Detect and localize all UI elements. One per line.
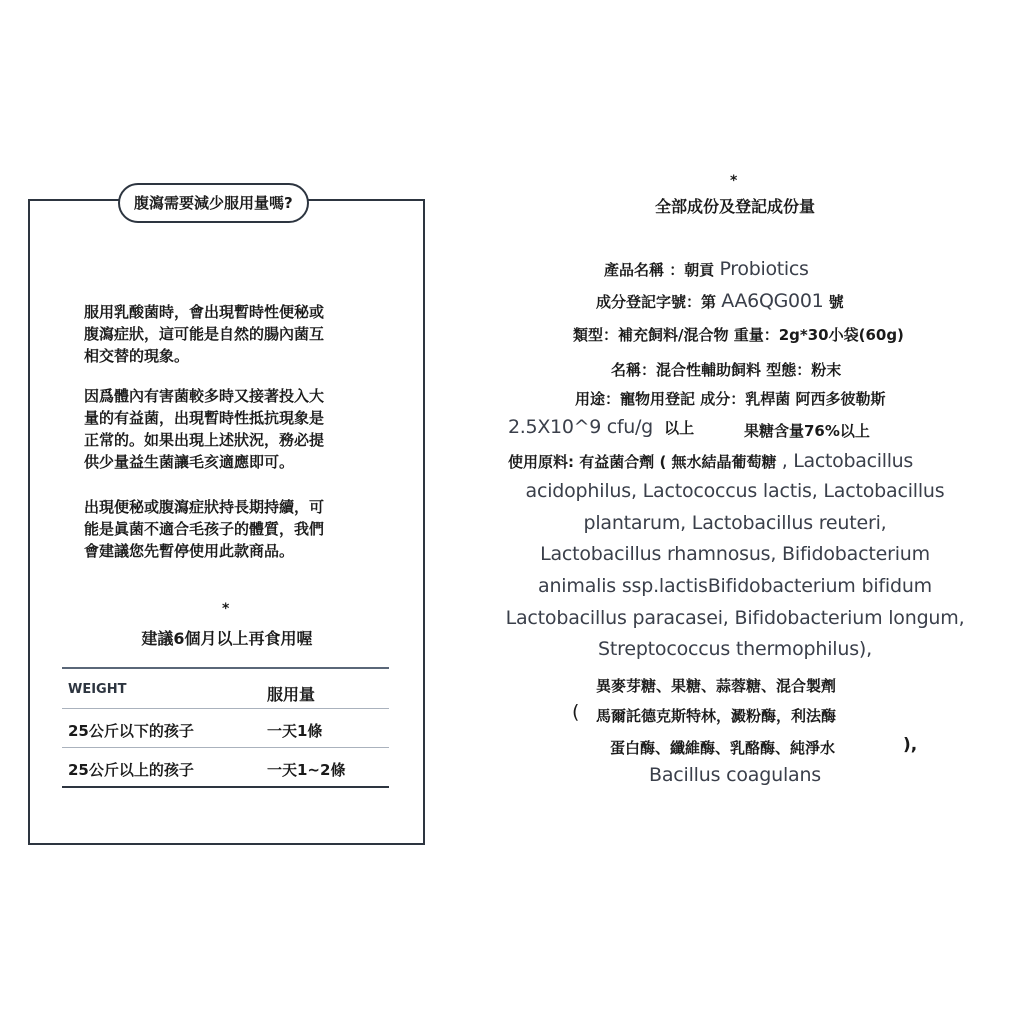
raw-materials-line [508, 450, 913, 472]
row-weight: 25公斤以下的孩子 [68, 722, 194, 740]
cfu-value: 2.5X10^9 cfu/g [508, 416, 653, 438]
species-line: Streptococcus thermophilus), [598, 638, 872, 660]
raw-materials-sci: , Lactobacillus [781, 450, 914, 472]
table-bottom-rule [62, 786, 389, 788]
species-line: Lactobacillus rhamnosus, Bifidobacterium [540, 543, 930, 565]
recommend-age: 建議6個月以上再食用喔 [141, 629, 313, 648]
product-name-label: 產品名稱 ：朝貢 [604, 261, 715, 279]
species-line: Lactobacillus paracasei, Bifidobacterium longum, [505, 607, 965, 629]
sugars-line: 異麥芽糖、果糖、蒜蓉糖、混合製劑 [596, 677, 837, 695]
left-star: * [222, 601, 230, 617]
faq-question: 腹瀉需要減少服用量嗎? [118, 183, 309, 223]
registration-label: 成分登記字號：第 [596, 293, 717, 311]
species-line: animalis ssp.lactisBifidobacterium bifidum [538, 575, 932, 597]
row-weight: 25公斤以上的孩子 [68, 761, 194, 779]
enzymes-close-paren: ), [903, 735, 918, 755]
faq-paragraph-1: 服用乳酸菌時，會出現暫時性便秘或 腹瀉症狀，這可能是自然的腸內菌互 相交替的現象。 [84, 303, 325, 365]
species-line: acidophilus, Lactococcus lactis, Lactobacillus [525, 480, 945, 502]
cfu-suffix: 以上 [664, 419, 695, 437]
row-dosage: 一天1~2條 [267, 761, 346, 779]
registration-line [596, 290, 844, 312]
table-row [62, 709, 389, 747]
header-weight: WEIGHT [68, 682, 127, 697]
faq-paragraph-2: 因爲體內有害菌較多時又接著投入大 量的有益菌，出現暫時性抵抗現象是 正常的。如果出現上述狀況，務必提 供少量益生菌讓毛亥適應即可。 [84, 387, 325, 471]
enzymes-line-2: 蛋白酶、纖維酶、乳酪酶、純淨水 [610, 739, 836, 757]
dosage-table [62, 667, 389, 788]
ingredients-title: 全部成份及登記成份量 [654, 197, 815, 216]
fructose-content: 果糖含量76%以上 [744, 422, 870, 440]
header-dosage: 服用量 [267, 685, 316, 704]
enzymes-line-1: 馬爾託德克斯特林，澱粉酶，利法酶 [596, 707, 837, 725]
product-name-value: Probiotics [719, 258, 809, 280]
registration-suffix: 號 [828, 293, 844, 311]
raw-materials-label: 使用原料: 有益菌合劑 ( 無水結晶葡萄糖 [508, 453, 777, 471]
type-weight-line: 類型：補充飼料/混合物 重量：2g*30小袋(60g) [573, 326, 904, 344]
species-line: plantarum, Lactobacillus reuteri, [583, 512, 887, 534]
name-form-line: 名稱：混合性輔助飼料 型態：粉末 [611, 361, 842, 379]
use-ingredient-line: 用途：寵物用登記 成分：乳桿菌 阿西多彼勒斯 [575, 390, 886, 408]
registration-number: AA6QG001 [721, 290, 824, 312]
product-name-line [604, 258, 809, 280]
enzymes-open-paren: ( [572, 701, 580, 723]
row-dosage: 一天1條 [267, 722, 323, 740]
right-star: * [730, 173, 738, 189]
faq-paragraph-3: 出現便秘或腹瀉症狀持長期持續，可 能是眞菌不適合毛孩子的體質，我們 會建議您先暫停使用此款商品。 [84, 498, 325, 560]
bacillus-line: Bacillus coagulans [648, 764, 822, 786]
table-row [62, 748, 389, 786]
cfu-line [508, 416, 694, 438]
table-header-row [62, 669, 389, 708]
